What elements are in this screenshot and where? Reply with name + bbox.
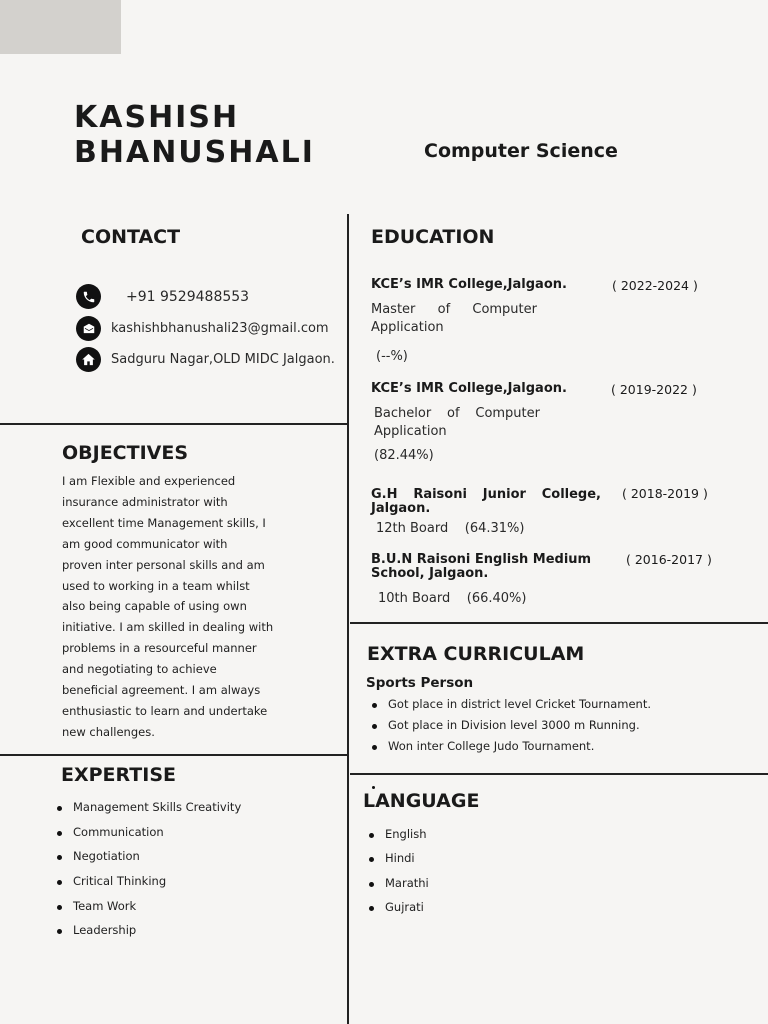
objective-line: excellent time Management skills, I	[62, 515, 266, 530]
list-item: Critical Thinking	[55, 874, 241, 899]
objective-line: beneficial agreement. I am always	[62, 683, 261, 698]
stray-dot	[372, 786, 375, 789]
list-item: Team Work	[55, 899, 241, 924]
objective-line: I am Flexible and experienced	[62, 474, 236, 488]
objectives-text	[62, 471, 292, 743]
list-item: Got place in district level Cricket Tournament.	[370, 697, 651, 718]
edu-school-line: School, Jalgaon.	[371, 566, 489, 581]
edu-detail: 10th Board (66.40%)	[378, 591, 527, 606]
mail-icon	[76, 316, 101, 341]
list-item: Negotiation	[55, 849, 241, 874]
edu-years: ( 2016-2017 )	[626, 552, 712, 567]
list-item: Gujrati	[367, 900, 429, 924]
objectives-heading: OBJECTIVES	[62, 442, 189, 464]
edu-school-line: B.U.N Raisoni English Medium	[371, 552, 592, 567]
list-item: Marathi	[367, 876, 429, 900]
list-item: Hindi	[367, 851, 429, 875]
list-item: Won inter College Judo Tournament.	[370, 739, 651, 760]
list-item: English	[367, 827, 429, 851]
objective-line: problems in a resourceful manner	[62, 641, 257, 656]
edu-degree-line: Application	[371, 320, 444, 335]
objective-line: also being capable of using own	[62, 599, 247, 614]
divider-extra	[350, 773, 768, 775]
corner-decoration	[0, 0, 121, 54]
edu-school	[371, 553, 606, 581]
edu-years: ( 2019-2022 )	[611, 382, 697, 397]
objective-line: initiative. I am skilled in dealing with	[62, 620, 274, 635]
edu-school: KCE’s IMR College,Jalgaon.	[371, 381, 567, 396]
language-list	[367, 827, 429, 924]
edu-degree-line: Application	[374, 424, 447, 439]
extra-list	[370, 697, 651, 760]
edu-detail: 12th Board (64.31%)	[376, 521, 525, 536]
objective-line: and negotiating to achieve	[62, 662, 217, 677]
objective-line: enthusiastic to learn and undertake	[62, 703, 268, 718]
home-icon	[76, 347, 101, 372]
contact-heading: CONTACT	[81, 226, 181, 248]
objective-line: am good communicator with	[62, 536, 228, 551]
name-line-1: KASHISH	[74, 100, 240, 135]
email-address: kashishbhanushali23@gmail.com	[111, 321, 329, 336]
name-line-2: BHANUSHALI	[74, 135, 315, 170]
divider-education	[350, 622, 768, 624]
candidate-name	[74, 100, 315, 170]
home-address: Sadguru Nagar,OLD MIDC Jalgaon.	[111, 352, 335, 367]
edu-score: (--%)	[376, 349, 408, 364]
list-item: Got place in Division level 3000 m Running.	[370, 718, 651, 739]
extra-heading: EXTRA CURRICULAM	[367, 643, 585, 665]
edu-school-line: G.H Raisoni Junior College,	[371, 487, 601, 502]
phone-number: +91 9529488553	[126, 288, 250, 305]
edu-degree-line: Master of Computer	[371, 302, 537, 317]
divider-contact	[0, 423, 348, 425]
edu-score: (82.44%)	[374, 448, 434, 463]
objective-line: insurance administrator with	[62, 494, 228, 509]
expertise-heading: EXPERTISE	[61, 764, 177, 786]
education-heading: EDUCATION	[371, 226, 495, 248]
objective-line: new challenges.	[62, 724, 155, 739]
list-item: Leadership	[55, 923, 241, 948]
edu-school: KCE’s IMR College,Jalgaon.	[371, 277, 567, 292]
expertise-list	[55, 800, 241, 948]
column-divider	[347, 214, 349, 1024]
edu-school-line: Jalgaon.	[371, 501, 431, 516]
list-item: Communication	[55, 825, 241, 850]
contact-email-row	[76, 316, 329, 341]
edu-years: ( 2022-2024 )	[612, 278, 698, 293]
phone-icon	[76, 284, 101, 309]
contact-address-row	[76, 347, 335, 372]
edu-school	[371, 488, 601, 516]
language-heading: LANGUAGE	[363, 790, 480, 812]
job-title: Computer Science	[424, 140, 618, 162]
list-item: Management Skills Creativity	[55, 800, 241, 825]
objective-line: used to working in a team whilst	[62, 578, 250, 593]
extra-subtitle: Sports Person	[366, 675, 474, 691]
divider-objectives	[0, 754, 348, 756]
edu-years: ( 2018-2019 )	[622, 486, 708, 501]
contact-phone-row	[76, 284, 249, 309]
objective-line: proven inter personal skills and am	[62, 557, 265, 572]
edu-degree-line: Bachelor of Computer	[374, 406, 540, 421]
